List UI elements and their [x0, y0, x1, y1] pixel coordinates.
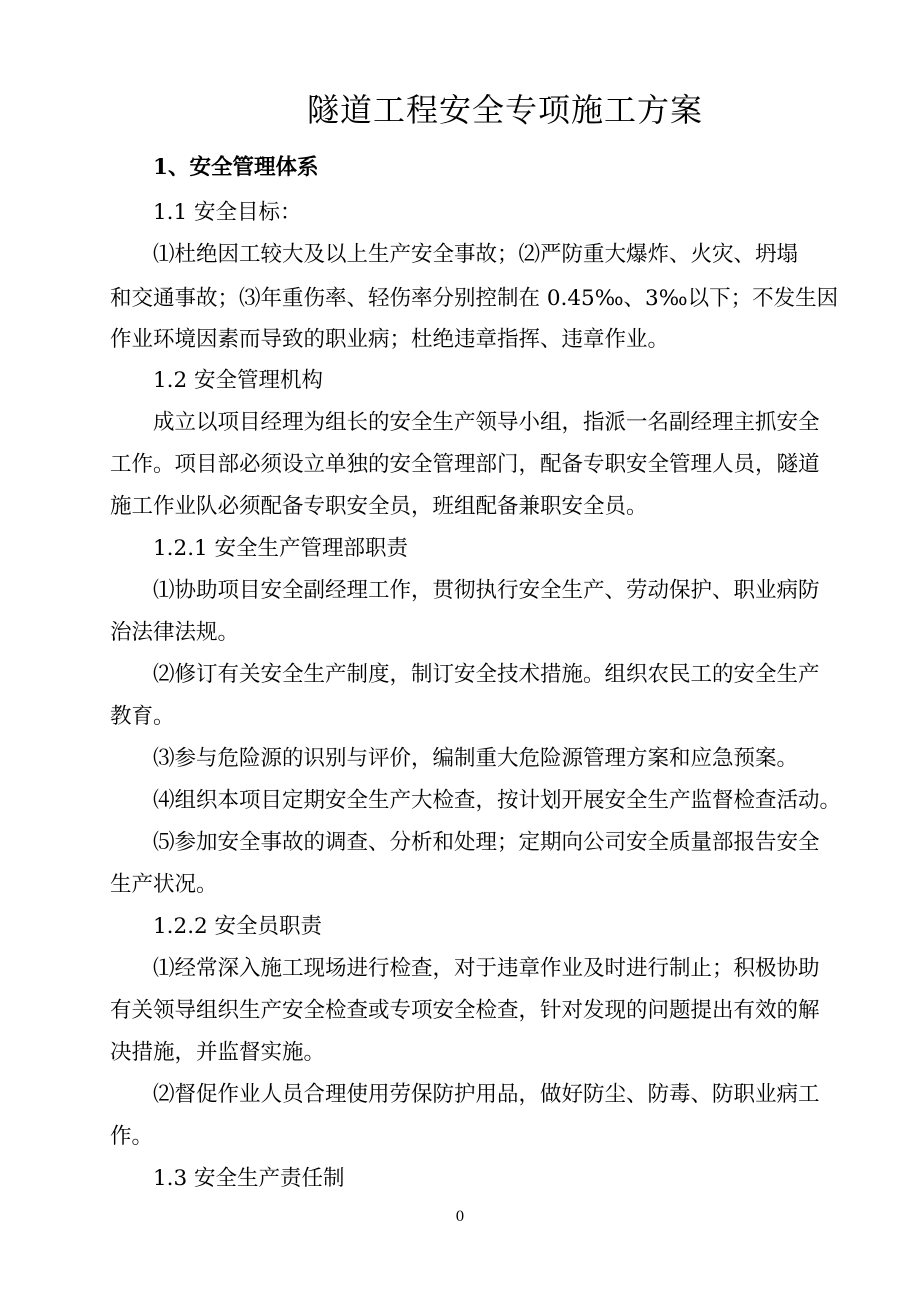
paragraph-line: 作业环境因素而导致的职业病；杜绝违章指挥、违章作业。 — [110, 327, 670, 352]
paragraph-line: 成立以项目经理为组长的安全生产领导小组，指派一名副经理主抓安全 — [153, 410, 820, 435]
paragraph-line: 有关领导组织生产安全检查或专项安全检查，针对发现的问题提出有效的解 — [110, 998, 820, 1023]
paragraph-line: 决措施，并监督实施。 — [110, 1040, 326, 1065]
paragraph-line: ⑵督促作业人员合理使用劳保防护用品，做好防尘、防毒、防职业病工 — [153, 1082, 820, 1107]
paragraph-line: 生产状况。 — [110, 872, 218, 897]
paragraph-line: ⑴经常深入施工现场进行检查，对于违章作业及时进行制止；积极协助 — [153, 956, 820, 981]
page-number: 0 — [455, 1209, 465, 1225]
paragraph-line: 治法律法规。 — [110, 620, 240, 645]
paragraph-line: ⑷组织本项目定期安全生产大检查，按计划开展安全生产监督检查活动。 — [153, 788, 842, 813]
paragraph-line: 施工作业队必须配备专职安全员，班组配备兼职安全员。 — [110, 494, 648, 519]
subsection-heading-1-1: 1.1 安全目标： — [153, 200, 302, 225]
document-title: 隧道工程安全专项施工方案 — [306, 91, 703, 129]
subsection-heading-1-3: 1.3 安全生产责任制 — [153, 1166, 345, 1191]
paragraph-line: 和交通事故；⑶年重伤率、轻伤率分别控制在 0.45‰、3‰以下；不发生因 — [110, 286, 839, 311]
paragraph-line: 工作。项目部必须设立单独的安全管理部门，配备专职安全管理人员，隧道 — [110, 452, 820, 477]
paragraph-line: 教育。 — [110, 704, 175, 729]
paragraph-line: ⑶参与危险源的识别与评价，编制重大危险源管理方案和应急预案。 — [153, 746, 799, 771]
section-heading-1: 1、安全管理体系 — [153, 155, 319, 180]
paragraph-line: ⑸参加安全事故的调查、分析和处理；定期向公司安全质量部报告安全 — [153, 830, 820, 855]
paragraph-line: ⑴协助项目安全副经理工作，贯彻执行安全生产、劳动保护、职业病防 — [153, 578, 820, 603]
subsection-heading-1-2-1: 1.2.1 安全生产管理部职责 — [153, 536, 409, 561]
paragraph-line: 作。 — [110, 1124, 154, 1149]
paragraph-line: ⑴杜绝因工较大及以上生产安全事故；⑵严防重大爆炸、火灾、坍塌 — [153, 242, 799, 267]
subsection-heading-1-2-2: 1.2.2 安全员职责 — [153, 914, 323, 939]
paragraph-line: ⑵修订有关安全生产制度，制订安全技术措施。组织农民工的安全生产 — [153, 662, 820, 687]
subsection-heading-1-2: 1.2 安全管理机构 — [153, 368, 324, 393]
